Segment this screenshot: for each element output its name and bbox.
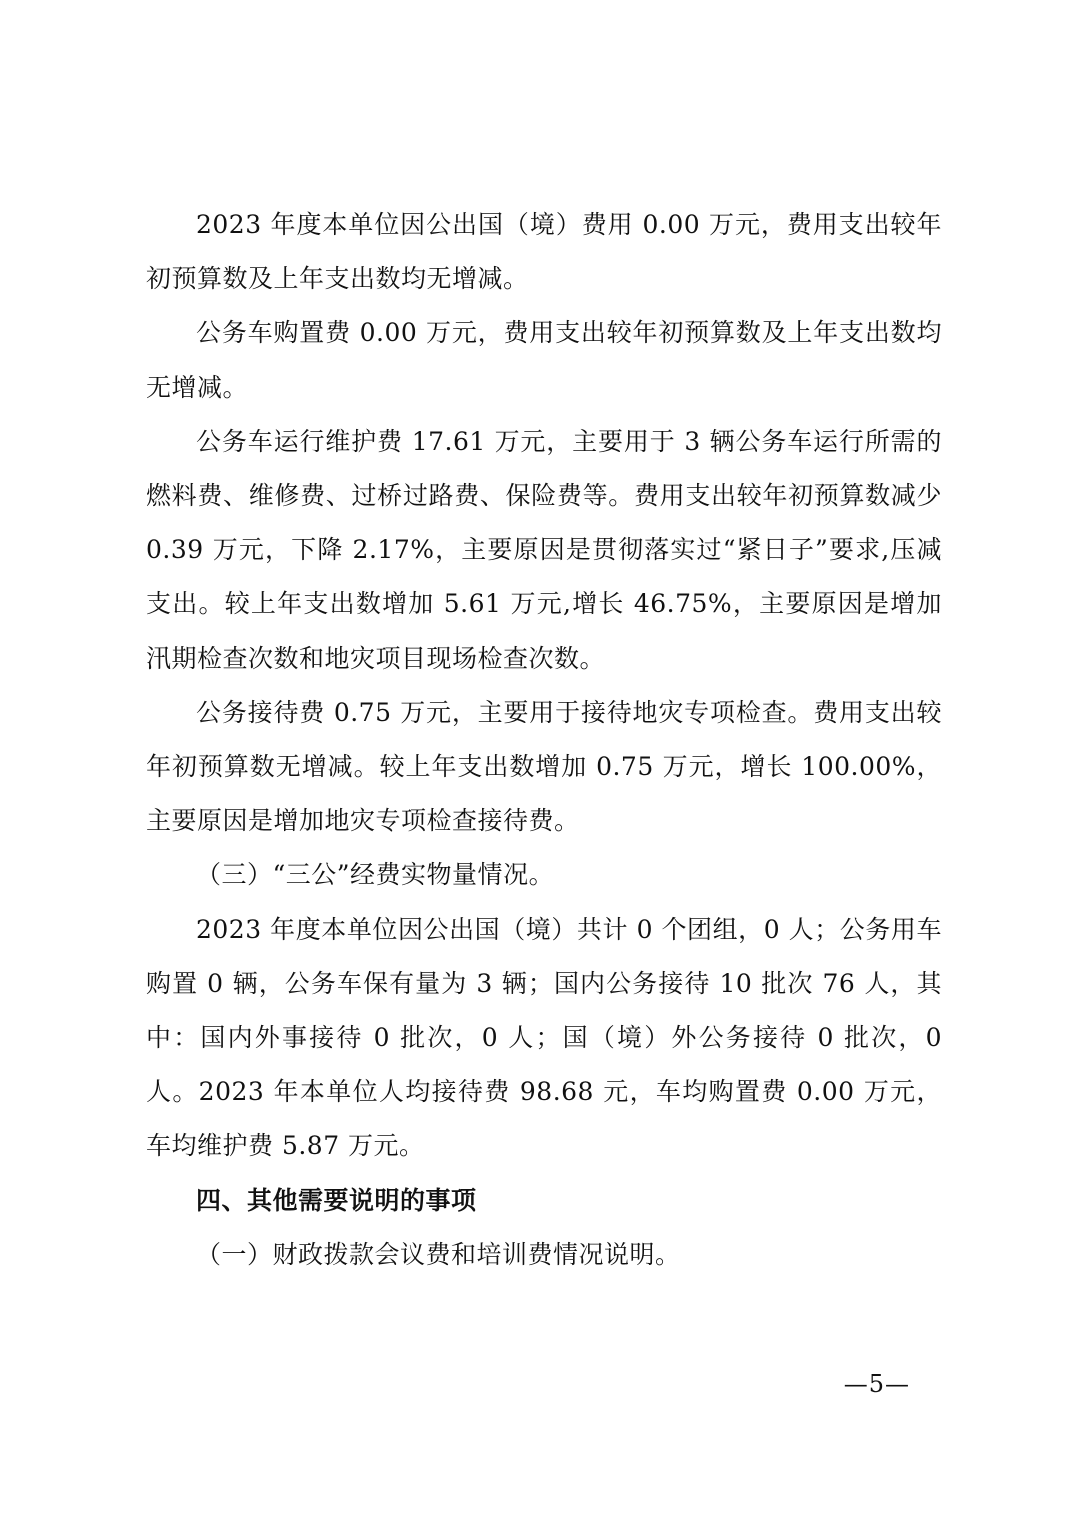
- paragraph-reception: 公务接待费 0.75 万元，主要用于接待地灾专项检查。费用支出较年初预算数无增减。较上年支出数增加 0.75 万元，增长 100.00%，主要原因是增加地灾专项检查接待费。: [146, 697, 942, 836]
- document-body: [146, 198, 942, 1282]
- page-number: —5—: [843, 1370, 910, 1398]
- paragraph-physical-quantity: 2023 年度本单位因公出国（境）共计 0 个团组，0 人；公务用车购置 0 辆，公务车保有量为 3 辆；国内公务接待 10 批次 76 人，其中：国内外事接待 0 批次，0 人；国（境）外公务接待 0 批次，0 人。2023 年本单位人均接待费 98.68 元，车均购置费 0.00 万元，车均维护费 5.87 万元。: [146, 914, 942, 1161]
- paragraph-vehicle-purchase: 公务车购置费 0.00 万元，费用支出较年初预算数及上年支出数均无增减。: [146, 318, 942, 402]
- section-heading: 四、其他需要说明的事项: [196, 1185, 477, 1215]
- subsection-heading: （一）财政拨款会议费和培训费情况说明。: [196, 1239, 681, 1269]
- paragraph-vehicle-maintenance: 公务车运行维护费 17.61 万元，主要用于 3 辆公务车运行所需的燃料费、维修费、过桥过路费、保险费等。费用支出较年初预算数减少 0.39 万元，下降 2.17%，主要原因是贯彻落实过“紧日子”要求,压减支出。较上年支出数增加 5.61 万元,增长 46.75%，主要原因是增加汛期检查次数和地灾项目现场检查次数。: [146, 426, 942, 673]
- subheading-physical-quantity: （三）“三公”经费实物量情况。: [196, 860, 555, 890]
- paragraph-outbound-travel: 2023 年度本单位因公出国（境）费用 0.00 万元，费用支出较年初预算数及上年支出数均无增减。: [146, 210, 942, 294]
